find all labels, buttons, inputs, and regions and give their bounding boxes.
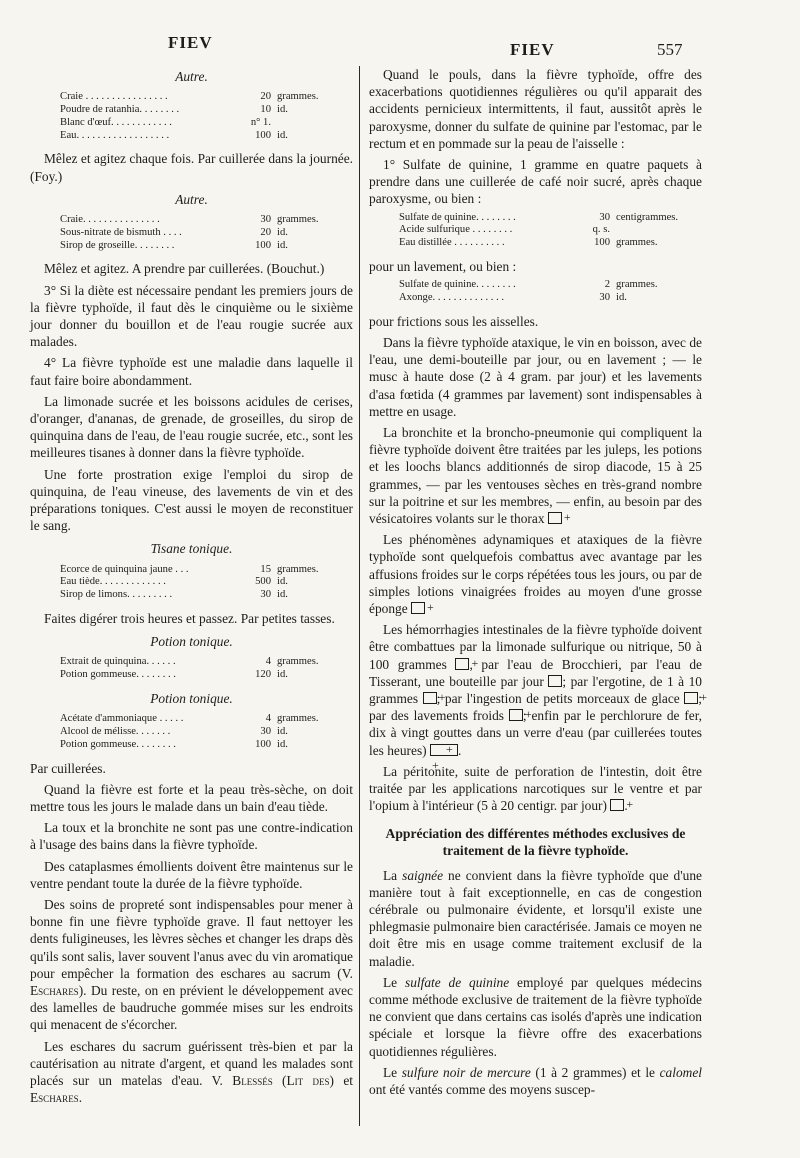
plus-box-icon [610,799,624,811]
ingredient-quantity: 100 [255,129,271,141]
ingredient-name: Eau distillée . . . . . . . . . . [399,237,505,249]
paragraph: Dans la fièvre typhoïde ataxique, le vin en boisson, avec de l'eau, une demi-bouteille par jour, ou en lavement ; — le musc à haute dose (2 à 4 gram. par jour) et les lavements d'asa fœtida (4 grammes par lavement) sont indispensables à mettre en usage. [369,335,702,419]
paragraph: Le sulfate de quinine employé par quelques médecins comme méthode exclusive de traitement de la fièvre typhoïde ne convient que dans certains cas isolés d'après une indication spéciale et lorsque la fièvre offre des exacerbations quotidiennes régulières. [369,974,702,1059]
recipe-line [60,91,353,104]
ingredient-quantity: 30 [260,589,271,601]
recipe-3 [60,564,353,602]
recipe-line [60,227,353,240]
recipe-line [60,104,353,117]
ingredient-name: Eau tiède. . . . . . . . . . . . . [60,576,166,588]
paragraph: Faites digérer trois heures et passez. Par petites tasses. [44,611,335,627]
paragraph: Mêlez et agitez chaque fois. Par cuillerée dans la journée. (Foy.) [30,151,353,184]
ingredient-name: Acétate d'ammoniaque . . . . . [60,713,184,725]
ingredient-quantity: 30 [599,211,610,223]
ingredient-name: Poudre de ratanhia. . . . . . . . [60,104,180,115]
paragraph: Mêlez et agitez. A prendre par cuillerées. (Bouchut.) [44,261,325,277]
ingredient-name: Sirop de groseille. . . . . . . . [60,239,175,251]
plus-box-icon [684,692,698,704]
ingredient-unit: id. [616,292,627,304]
recipe-line [399,292,702,305]
plus-box-icon [423,692,437,704]
recipe-line [60,117,353,130]
recipe-line [60,589,353,602]
ingredient-name: Axonge. . . . . . . . . . . . . . [399,292,505,304]
paragraph: pour un lavement, ou bien : [369,259,517,275]
right-column [369,66,702,1102]
cross-reference: Blessés (Lit des) [232,1073,334,1089]
ingredient-unit: id. [277,738,288,750]
paragraph: La péritonite, suite de perforation de l'intestin, doit être traitée par les applications narcotiques sur le ventre et par l'opium à l'intérieur (5 à 20 centigr. par jour) + . [369,763,702,815]
paragraph: Les hémorrhagies intestinales de la fièvre typhoïde doivent être combattues par la limonade sulfurique ou nitrique, 50 à 100 grammes + , par l'eau de Brocchieri, par l'eau de Tisserant, une bouteille par jour ; par l'ergotine, de 1 à 10 grammes + ; par l'ingestion de petits morceaux de glace + ; par des lavements froids + ; enfin par le perchlorure de fer, dix à vingt gouttes dans un verre d'eau (par cuillerées toutes les heures) + + . [369,621,702,759]
ingredient-unit: grammes. [616,279,658,291]
paragraph: Quand le pouls, dans la fièvre typhoïde, offre des exacerbations quotidiennes régulières ou qu'il apparait des accidents pernicieux intermittents, il faut, aussitôt après le paroxysme, donner du sulfate de quinine par l'estomac, par le rectum et en pommade sur la peau de l'aisselle : [369,67,702,151]
ingredient-quantity: 500 [255,576,271,588]
ingredient-unit: grammes. [616,237,658,249]
ingredient-quantity: 4 [265,713,271,725]
plus-box-icon [548,512,562,524]
recipe-1 [60,91,353,142]
ingredient-name: Eau. . . . . . . . . . . . . . . . . . [60,129,170,141]
recipe-line [60,726,353,739]
ingredient-name: Craie . . . . . . . . . . . . . . . . [60,91,168,103]
ingredient-quantity: 15 [260,563,271,575]
recipe-line [60,669,353,682]
ingredient-name: Blanc d'œuf. . . . . . . . . . . . [60,116,172,128]
paragraph: La limonade sucrée et les boissons acidules de cerises, d'oranger, d'ananas, de grenade, de groseilles, du sirop de quinquina dans de l'eau, de l'eau rougie sucrée, etc., sont les meilleures tisanes à donner dans la fièvre typhoïde. [30,393,353,461]
recipe-line [399,212,702,225]
running-head-left: FIEV [168,33,213,52]
ingredient-unit: grammes. [277,563,319,575]
recipe-line [399,224,702,237]
ingredient-quantity: 4 [265,656,271,668]
ingredient-name: Sulfate de quinine. . . . . . . . [399,211,516,223]
ingredient-name: Sulfate de quinine. . . . . . . . [399,279,516,291]
ingredient-quantity: 100 [255,239,271,251]
subheading-potion-2: Potion tonique. [150,691,233,707]
ingredient-name: Extrait de quinquina. . . . . . [60,656,176,668]
paragraph: Des cataplasmes émollients doivent être maintenus sur le ventre pendant toute la durée de la fièvre typhoïde. [30,858,353,891]
column-divider [359,66,360,1126]
subheading-autre-2: Autre. [175,191,208,207]
running-head-center: FIEV [510,40,555,59]
plus-box-icon [411,602,425,614]
ingredient-quantity: 20 [260,91,271,103]
recipe-line [60,130,353,143]
ingredient-unit: id. [277,239,288,251]
ingredient-quantity: 100 [255,738,271,750]
ingredient-unit: id. [277,104,288,115]
ingredient-quantity: 20 [260,226,271,238]
ingredient-unit: id. [277,226,288,238]
cross-reference: Eschares [30,1090,79,1106]
recipe-line [399,237,702,250]
paragraph: 3° Si la diète est nécessaire pendant les premiers jours de la fièvre typhoïde, il faut dès le cinquième ou le sixième jour donner du bouillon et de l'eau rougie sucrée aux malades. [30,282,353,350]
plus-box-icon [509,709,523,721]
cross-reference: Eschares [30,983,79,999]
paragraph: Les phénomènes adynamiques et ataxiques de la fièvre typhoïde sont quelquefois combattus avec avantage par les affusions froides sur le corps répétées tous les jours, ou par de simples lotions vinaigrées froides au moyen d'une grosse éponge + [369,531,702,617]
page-number: 557 [657,40,683,59]
subheading-tisane: Tisane tonique. [150,541,233,557]
section-heading: Appréciation des différentes méthodes exclusives de traitement de la fièvre typhoïde. [385,825,686,858]
paragraph: La bronchite et la broncho-pneumonie qui compliquent la fièvre typhoïde doivent être traitées par les juleps, les potions et les loochs blancs additionnés de sirop diacode, 15 à 25 grammes, — par les ventouses sèches en très-grand nombre sur la poitrine et sur les membres, — enfin, au besoin par des vésicatoires volants sur le thorax + [369,424,702,527]
ingredient-name: Craie. . . . . . . . . . . . . . . [60,214,160,225]
paragraph: Quand la fièvre est forte et la peau très-sèche, on doit mettre tous les jours le malade dans un bain d'eau tiède. [30,781,353,815]
paragraph: Des soins de propreté sont indispensables pour mener à bonne fin une fièvre typhoïde grave. Il faut nettoyer les dents fuligineuses, les lèvres sèches et changer les draps dès qu'ils sont salis, laver souvent l'anus avec du vin aromatique pour empêcher la formation des eschares au sacrum (V. Eschares). Du reste, on en prévient le développement avec des lamelles de baudruche gommée mises sur les endroits qui menacent de s'écorcher. [30,897,353,1033]
recipe-line [399,279,702,292]
recipe-7 [399,279,702,305]
plus-box-icon [455,658,469,670]
paragraph: La toux et la bronchite ne sont pas une contre-indication à l'usage des bains dans la fièvre typhoïde. [30,820,353,853]
ingredient-quantity: 10 [260,104,271,115]
paragraph: Les eschares du sacrum guérissent très-bien et par la cautérisation au nitrate d'argent, et quand les malades sont placés sur un matelas d'eau. V. Blessés (Lit des) et Eschares. [30,1038,354,1106]
recipe-line [60,576,353,589]
recipe-line [60,564,353,577]
ingredient-unit: centigrammes. [616,211,679,223]
ingredient-name: Sirop de limons. . . . . . . . . [60,589,173,601]
recipe-line [60,240,353,253]
recipe-4 [60,656,353,682]
ingredient-unit: id. [277,589,288,601]
ingredient-unit: grammes. [277,214,319,225]
recipe-5 [60,713,353,751]
ingredient-quantity: q. s. [592,224,610,236]
ingredient-unit: grammes. [277,91,319,103]
ingredient-unit: id. [277,669,288,681]
recipe-line [60,214,353,227]
ingredient-quantity: 30 [260,726,271,738]
left-column [30,62,353,1110]
ingredient-name: Écorce de quinquina jaune . . . [60,563,189,575]
ingredient-unit: id. [277,129,288,141]
ingredient-name: Sous-nitrate de bismuth . . . . [60,226,182,238]
paragraph: La saignée ne convient dans la fièvre typhoïde que d'une manière tout à fait exceptionnelle, en cas de congestion cérébrale ou pulmonaire évidente, et lorsqu'il existe une phlegmasie pulmonaire bien caractérisée. Jamais ce moyen ne doit être mis en usage comme traitement exclusif de la maladie. [369,867,702,969]
paragraph: 4° La fièvre typhoïde est une maladie dans laquelle il faut faire boire abondamment. [30,355,353,388]
paragraph: Par cuillerées. [30,760,106,776]
paragraph: Une forte prostration exige l'emploi du sirop de quinquina, de l'eau vineuse, des lavements de vin et des préparations toniques. C'est aussi le moyen de reconstituer le sang. [30,466,353,534]
ingredient-name: Alcool de mélisse. . . . . . . [60,726,171,738]
ingredient-quantity: 30 [260,214,271,225]
ingredient-unit: id. [277,576,288,588]
ingredient-name: Potion gommeuse. . . . . . . . [60,738,176,750]
ingredient-quantity: 2 [604,279,610,291]
recipe-line [60,656,353,669]
recipe-6 [399,212,702,250]
recipe-line [60,713,353,726]
ingredient-name: Acide sulfurique . . . . . . . . [399,224,513,236]
ingredient-unit: grammes. [277,656,319,668]
paragraph: pour frictions sous les aisselles. [369,313,539,329]
ingredient-quantity: 100 [594,237,610,249]
double-plus-box-icon [430,744,458,756]
recipe-line [60,739,353,752]
subheading-potion-1: Potion tonique. [150,634,233,650]
empty-box-icon [548,675,562,687]
paragraph: 1° Sulfate de quinine, 1 gramme en quatre paquets à prendre dans une cuillerée de café noir sucré, après chaque paroxysme, ou bien : [369,157,702,207]
ingredient-unit: grammes. [277,713,319,725]
ingredient-unit: id. [277,726,288,738]
paragraph: Le sulfure noir de mercure (1 à 2 grammes) et le calomel ont été vantés comme des moyens suscep- [369,1064,702,1097]
ingredient-quantity: n° 1. [250,116,271,128]
ingredient-quantity: 120 [255,669,271,681]
ingredient-quantity: 30 [599,292,610,304]
ingredient-name: Potion gommeuse. . . . . . . . [60,669,176,681]
recipe-2 [60,214,353,252]
subheading-autre-1: Autre. [175,69,208,84]
